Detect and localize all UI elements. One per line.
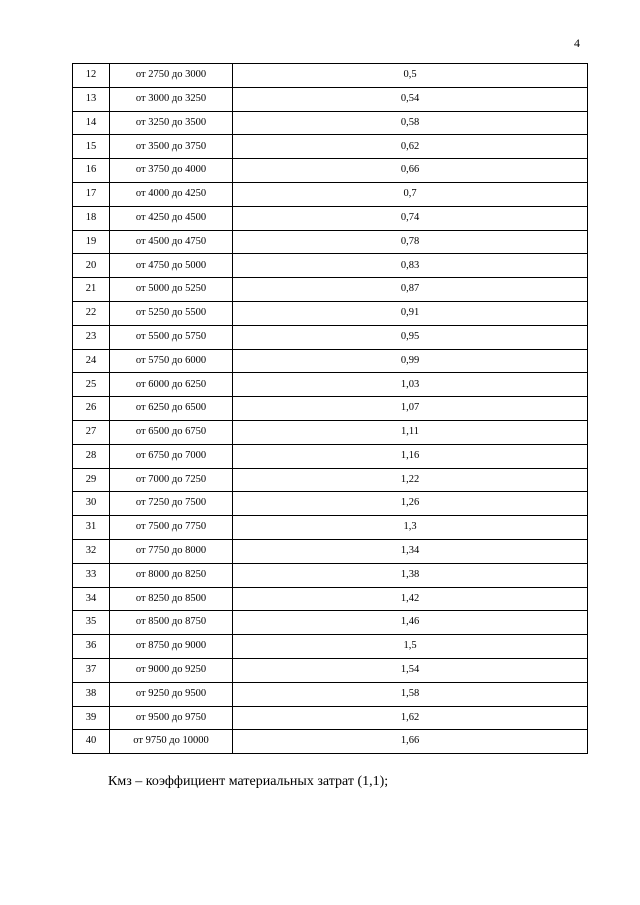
coefficient-cell: 1,54 (233, 658, 588, 682)
row-number-cell: 22 (73, 301, 110, 325)
row-number-cell: 37 (73, 658, 110, 682)
range-cell: от 9000 до 9250 (110, 658, 233, 682)
table-body (73, 64, 588, 754)
coefficient-cell: 0,74 (233, 206, 588, 230)
table-row (73, 349, 588, 373)
table-row (73, 658, 588, 682)
table-row (73, 468, 588, 492)
coefficient-cell: 0,66 (233, 159, 588, 183)
table-row (73, 516, 588, 540)
table-row (73, 159, 588, 183)
coefficient-cell: 1,3 (233, 516, 588, 540)
coefficient-table (72, 63, 588, 754)
range-cell: от 4000 до 4250 (110, 182, 233, 206)
page-number: 4 (574, 36, 580, 50)
range-cell: от 9750 до 10000 (110, 730, 233, 754)
range-cell: от 3750 до 4000 (110, 159, 233, 183)
table-row (73, 539, 588, 563)
range-cell: от 6500 до 6750 (110, 420, 233, 444)
range-cell: от 7000 до 7250 (110, 468, 233, 492)
table-row (73, 397, 588, 421)
table-row (73, 206, 588, 230)
range-cell: от 3250 до 3500 (110, 111, 233, 135)
range-cell: от 6750 до 7000 (110, 444, 233, 468)
coefficient-cell: 1,58 (233, 682, 588, 706)
range-cell: от 9250 до 9500 (110, 682, 233, 706)
range-cell: от 7500 до 7750 (110, 516, 233, 540)
table-row (73, 730, 588, 754)
coefficient-cell: 1,07 (233, 397, 588, 421)
row-number-cell: 23 (73, 325, 110, 349)
range-cell: от 8500 до 8750 (110, 611, 233, 635)
row-number-cell: 34 (73, 587, 110, 611)
table-row (73, 254, 588, 278)
footnote-text: Кмз – коэффициент материальных затрат (1,1); (108, 774, 389, 789)
row-number-cell: 27 (73, 420, 110, 444)
range-cell: от 5500 до 5750 (110, 325, 233, 349)
table-row (73, 230, 588, 254)
table-row (73, 301, 588, 325)
row-number-cell: 21 (73, 278, 110, 302)
coefficient-cell: 0,54 (233, 87, 588, 111)
row-number-cell: 35 (73, 611, 110, 635)
table-row (73, 64, 588, 88)
coefficient-cell: 0,62 (233, 135, 588, 159)
coefficient-cell: 0,87 (233, 278, 588, 302)
range-cell: от 4500 до 4750 (110, 230, 233, 254)
coefficient-cell: 1,26 (233, 492, 588, 516)
coefficient-cell: 1,38 (233, 563, 588, 587)
coefficient-cell: 1,16 (233, 444, 588, 468)
row-number-cell: 33 (73, 563, 110, 587)
row-number-cell: 26 (73, 397, 110, 421)
table-row (73, 87, 588, 111)
table-row (73, 563, 588, 587)
row-number-cell: 36 (73, 635, 110, 659)
row-number-cell: 20 (73, 254, 110, 278)
range-cell: от 6000 до 6250 (110, 373, 233, 397)
coefficient-cell: 1,46 (233, 611, 588, 635)
row-number-cell: 16 (73, 159, 110, 183)
table-row (73, 325, 588, 349)
coefficient-cell: 1,66 (233, 730, 588, 754)
table-row (73, 111, 588, 135)
table-row (73, 682, 588, 706)
row-number-cell: 30 (73, 492, 110, 516)
coefficient-cell: 1,03 (233, 373, 588, 397)
row-number-cell: 40 (73, 730, 110, 754)
range-cell: от 7750 до 8000 (110, 539, 233, 563)
row-number-cell: 28 (73, 444, 110, 468)
row-number-cell: 24 (73, 349, 110, 373)
range-cell: от 8000 до 8250 (110, 563, 233, 587)
table-row (73, 278, 588, 302)
range-cell: от 4250 до 4500 (110, 206, 233, 230)
table-row (73, 587, 588, 611)
range-cell: от 8750 до 9000 (110, 635, 233, 659)
table-row (73, 135, 588, 159)
table-row (73, 492, 588, 516)
row-number-cell: 14 (73, 111, 110, 135)
table-row (73, 611, 588, 635)
coefficient-cell: 1,22 (233, 468, 588, 492)
coefficient-cell: 0,95 (233, 325, 588, 349)
table-row (73, 420, 588, 444)
coefficient-cell: 0,91 (233, 301, 588, 325)
table-row (73, 373, 588, 397)
row-number-cell: 39 (73, 706, 110, 730)
row-number-cell: 38 (73, 682, 110, 706)
range-cell: от 3500 до 3750 (110, 135, 233, 159)
coefficient-cell: 1,5 (233, 635, 588, 659)
row-number-cell: 17 (73, 182, 110, 206)
row-number-cell: 15 (73, 135, 110, 159)
range-cell: от 2750 до 3000 (110, 64, 233, 88)
row-number-cell: 29 (73, 468, 110, 492)
coefficient-cell: 1,42 (233, 587, 588, 611)
table-row (73, 444, 588, 468)
coefficient-cell: 0,99 (233, 349, 588, 373)
row-number-cell: 13 (73, 87, 110, 111)
range-cell: от 7250 до 7500 (110, 492, 233, 516)
row-number-cell: 18 (73, 206, 110, 230)
row-number-cell: 32 (73, 539, 110, 563)
range-cell: от 8250 до 8500 (110, 587, 233, 611)
coefficient-cell: 0,58 (233, 111, 588, 135)
coefficient-cell: 1,34 (233, 539, 588, 563)
row-number-cell: 31 (73, 516, 110, 540)
coefficient-cell: 0,7 (233, 182, 588, 206)
range-cell: от 5250 до 5500 (110, 301, 233, 325)
range-cell: от 3000 до 3250 (110, 87, 233, 111)
table-row (73, 182, 588, 206)
range-cell: от 5000 до 5250 (110, 278, 233, 302)
coefficient-cell: 0,78 (233, 230, 588, 254)
row-number-cell: 12 (73, 64, 110, 88)
coefficient-cell: 1,11 (233, 420, 588, 444)
row-number-cell: 25 (73, 373, 110, 397)
coefficient-cell: 1,62 (233, 706, 588, 730)
range-cell: от 5750 до 6000 (110, 349, 233, 373)
table-row (73, 706, 588, 730)
coefficient-cell: 0,83 (233, 254, 588, 278)
coefficient-cell: 0,5 (233, 64, 588, 88)
table-row (73, 635, 588, 659)
range-cell: от 4750 до 5000 (110, 254, 233, 278)
range-cell: от 6250 до 6500 (110, 397, 233, 421)
row-number-cell: 19 (73, 230, 110, 254)
range-cell: от 9500 до 9750 (110, 706, 233, 730)
